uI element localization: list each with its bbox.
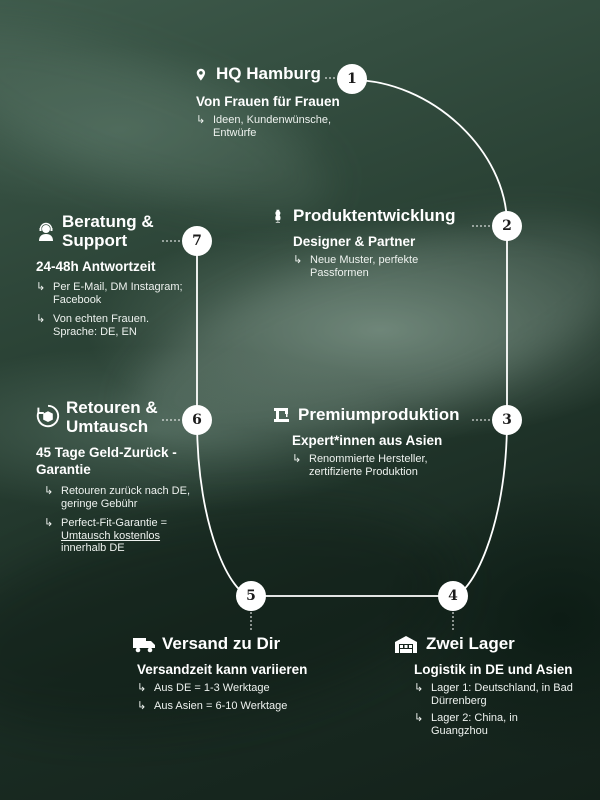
bullet-arrow-icon: ↳: [44, 516, 54, 529]
bullet-arrow-icon: ↳: [414, 681, 424, 694]
step-2-bullet: ↳ Neue Muster, perfekte Passformen: [293, 253, 419, 279]
step-2-title: Produktentwicklung: [293, 206, 456, 225]
bullet-arrow-icon: ↳: [44, 484, 54, 497]
step-7-title: Beratung & Support: [62, 212, 154, 250]
step-badge-5: 5: [236, 581, 266, 611]
bullet-arrow-icon: ↳: [196, 113, 206, 126]
step-7-section: [36, 212, 201, 338]
step-3-subtitle: Expert*innen aus Asien: [292, 433, 443, 448]
step-5-title: Versand zu Dir: [162, 634, 281, 653]
step-1-bullet: ↳ Ideen, Kundenwünsche, Entwürfe: [196, 113, 332, 139]
bullet-arrow-icon: ↳: [414, 711, 424, 724]
step-4-title: Zwei Lager: [426, 634, 515, 653]
bullet-arrow-icon: ↳: [293, 253, 303, 266]
step-5-subtitle: Versandzeit kann variieren: [137, 662, 308, 677]
step-3-bullet: ↳ Renommierte Hersteller, zertifizierte Produktion: [292, 452, 428, 478]
connector-dashes: [162, 78, 492, 630]
support-agent-icon: [36, 222, 56, 242]
step-badge-1: 1: [337, 64, 367, 94]
step-title: [273, 206, 473, 226]
step-1-subtitle: Von Frauen für Frauen: [196, 94, 340, 109]
step-badge-6: 6: [182, 405, 212, 435]
bullet-arrow-icon: ↳: [137, 681, 147, 694]
step-7-subtitle: 24-48h Antwortzeit: [36, 259, 156, 274]
step-7-bullet: ↳ Von echten Frauen. Sprache: DE, EN: [36, 312, 150, 338]
step-6-title: Retouren & Umtausch: [66, 398, 158, 436]
delivery-truck-icon: [132, 634, 156, 654]
step-7-bullet: ↳ Per E-Mail, DM Instagram; Facebook: [36, 280, 183, 306]
step-4-bullet: ↳ Lager 1: Deutschland, in Bad Dürrenberg: [414, 681, 573, 707]
step-4-bullet: ↳ Lager 2: China, in Guangzhou: [414, 711, 518, 737]
step-badge-2: 2: [492, 211, 522, 241]
bullet-arrow-icon: ↳: [36, 280, 46, 293]
return-box-icon: [36, 404, 60, 428]
step-4-section: [392, 634, 592, 737]
step-6-subtitle: 45 Tage Geld-Zurück -Garantie: [36, 445, 177, 477]
step-2-subtitle: Designer & Partner: [293, 234, 416, 249]
location-pin-icon: [196, 65, 210, 85]
bullet-arrow-icon: ↳: [137, 698, 147, 712]
step-1-title: HQ Hamburg: [216, 64, 321, 83]
step-badge-4: 4: [438, 581, 468, 611]
step-3-title: Premiumproduktion: [298, 405, 460, 424]
step-4-subtitle: Logistik in DE und Asien: [414, 662, 573, 677]
step-1-section: [196, 64, 386, 139]
bullet-arrow-icon: ↳: [292, 452, 302, 465]
step-2-section: [273, 206, 473, 279]
sewing-machine-icon: [272, 405, 292, 425]
step-title: [36, 398, 201, 436]
step-6-bullet: ↳ Retouren zurück nach DE, geringe Gebühr: [44, 484, 191, 510]
step-badge-3: 3: [492, 405, 522, 435]
exchange-free-link[interactable]: Umtausch kostenlos: [61, 529, 161, 542]
dress-form-icon: [273, 206, 287, 226]
step-title: [36, 212, 201, 250]
step-badge-7: 7: [182, 226, 212, 256]
step-3-section: [272, 405, 472, 478]
step-5-bullet: ↳ Aus DE = 1-3 Werktage: [137, 681, 270, 694]
step-6-section: [36, 398, 201, 555]
step-title: [132, 634, 362, 654]
bullet-arrow-icon: ↳: [36, 312, 46, 325]
journey-loop-line: [197, 80, 507, 596]
step-5-bullet: ↳ Aus Asien = 6-10 Werktage: [137, 698, 288, 712]
warehouse-icon: [392, 634, 420, 654]
step-title: [272, 405, 472, 425]
step-title: [392, 634, 592, 654]
step-6-bullet: ↳ Perfect-Fit-Garantie = Umtausch kostenlos innerhalb DE: [44, 516, 168, 554]
step-title: [196, 64, 386, 85]
step-5-section: [132, 634, 362, 712]
